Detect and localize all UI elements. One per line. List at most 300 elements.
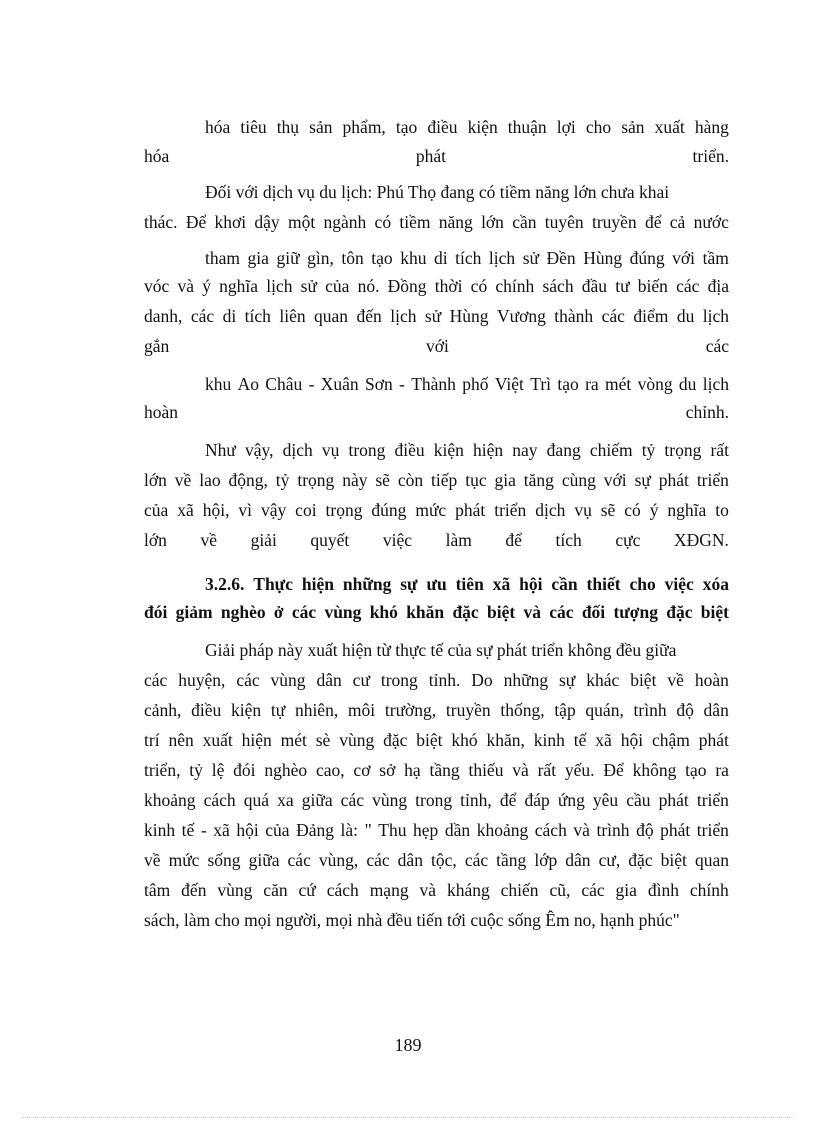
word: hội [236, 820, 259, 840]
word: nên [168, 730, 194, 750]
body-text-line [144, 211, 729, 233]
word: tế [181, 820, 195, 840]
word: phố [462, 374, 489, 394]
word: quan [694, 850, 729, 870]
word: dân [703, 700, 729, 720]
word: nghĩa [219, 276, 259, 296]
word: hoàn [694, 670, 729, 690]
word: điều [427, 117, 458, 137]
word: di [222, 306, 237, 326]
word: đúng [629, 248, 665, 268]
word: tích [555, 530, 582, 550]
word: làm [445, 530, 472, 550]
word: lớn [144, 470, 167, 490]
word: gia [615, 880, 637, 900]
word: phát [660, 820, 691, 840]
word: giữ [276, 248, 300, 268]
word: ứng [557, 790, 585, 810]
word: địa [707, 276, 729, 296]
word: tạo [395, 117, 418, 137]
word: phát [658, 470, 689, 490]
word: lịch [702, 374, 729, 394]
body-text-line [144, 499, 729, 521]
word: tăng [523, 470, 554, 490]
word: và [419, 880, 437, 900]
word: cao, [315, 760, 345, 780]
word: đặc [452, 602, 479, 622]
word: dậy [254, 212, 280, 232]
word: đến [356, 306, 382, 326]
word: đói [233, 760, 256, 780]
word: các [464, 850, 489, 870]
body-text-line [144, 275, 729, 297]
word: nghĩa [667, 500, 707, 520]
word: mức [168, 850, 200, 870]
word: kiện [433, 440, 464, 460]
word: rất [537, 760, 557, 780]
word: cả [669, 212, 686, 232]
word: cho [629, 574, 656, 594]
word: ưu [426, 574, 447, 594]
word: di [433, 248, 448, 268]
word: Sơn [364, 374, 393, 394]
word: việc [664, 574, 694, 594]
word: cùng [561, 470, 596, 490]
word: nó. [357, 276, 380, 296]
word: với [426, 336, 449, 356]
word: Thành [411, 374, 456, 394]
word: tâm [144, 880, 171, 900]
word: hội [620, 730, 644, 750]
word: tượng [613, 602, 658, 622]
word: thuận [507, 117, 547, 137]
word: và [512, 760, 529, 780]
body-text-line [144, 469, 729, 491]
word: sở [379, 760, 396, 780]
word: chậm [651, 730, 690, 750]
word: khoảng [144, 790, 196, 810]
word: hiện [241, 730, 272, 750]
word: Châu [265, 374, 303, 394]
word: vùng, [318, 850, 359, 870]
word: cảnh, [144, 700, 182, 720]
word: về [144, 850, 161, 870]
word: phát [698, 730, 729, 750]
word: tỷ [641, 440, 656, 460]
word: còn [397, 470, 424, 490]
word: giảm [175, 602, 213, 622]
word: của [325, 276, 350, 296]
word: các [144, 670, 168, 690]
word: đúng [371, 500, 407, 520]
word: yêu [592, 790, 619, 810]
word: và [177, 276, 194, 296]
body-text-line [205, 439, 729, 461]
word: những [342, 574, 392, 594]
word: hoàn [144, 402, 179, 422]
word: đặc [666, 602, 693, 622]
word: du [678, 374, 697, 394]
word: các [676, 276, 700, 296]
word: cần [512, 212, 537, 232]
word: với [603, 470, 627, 490]
word: biến [637, 276, 668, 296]
word: Xuân [320, 374, 359, 394]
word: mức [415, 500, 447, 520]
word: khu [400, 248, 427, 268]
word: hóa [144, 146, 170, 166]
word: các [190, 306, 215, 326]
page-bottom-rule [22, 1117, 794, 1118]
word: vụ [321, 440, 340, 460]
word: vùng [324, 602, 362, 622]
word: điều [191, 700, 222, 720]
word: đặc [628, 850, 653, 870]
word: cho [585, 117, 612, 137]
word: trường, [384, 700, 437, 720]
word: tạo [557, 374, 579, 394]
word: trong [415, 790, 453, 810]
word: độ [636, 820, 654, 840]
word: sẽ [600, 500, 616, 520]
word: đối [581, 602, 606, 622]
word: 3.2.6. [205, 574, 245, 594]
word: nghèo [220, 602, 266, 622]
word: tư [615, 276, 630, 296]
word: khơi [214, 212, 247, 232]
body-text-line [144, 729, 729, 751]
body-text-line: sách, làm cho mọi người, mọi nhà đều tiến tới cuộc sống Êm no, hạnh phúc" [144, 910, 680, 930]
word: để [644, 212, 662, 232]
word: lớn [481, 212, 504, 232]
word: cách [203, 790, 236, 810]
word: sè [315, 730, 331, 750]
word: truyền [445, 700, 491, 720]
word: sống [207, 850, 241, 870]
word: việc [382, 530, 413, 550]
body-text-line [144, 401, 729, 423]
body-text-line [144, 849, 729, 871]
word: trong [348, 440, 386, 460]
word: vùng [270, 670, 306, 690]
word: lịch [266, 276, 293, 296]
word: khu [205, 374, 232, 394]
word: để [499, 790, 517, 810]
word: giữa [248, 850, 280, 870]
word: triển [494, 500, 527, 520]
word: là: [340, 820, 359, 840]
word: lợi [556, 117, 576, 137]
word: XĐGN. [673, 530, 729, 550]
word: phát [455, 500, 486, 520]
word: này [342, 470, 368, 490]
word: khoảng [476, 820, 529, 840]
word: và [573, 820, 590, 840]
word: lịch [390, 306, 417, 326]
word: triển, [144, 760, 181, 780]
word: " [364, 820, 372, 840]
word: trọng [325, 500, 363, 520]
body-text-line: Giải pháp này xuất hiện từ thực tế của sự phát triển không đều giữa [205, 640, 677, 660]
word: tuyên [544, 212, 584, 232]
word: nghèo [264, 760, 308, 780]
word: vùng [217, 880, 253, 900]
word: vòng [637, 374, 673, 394]
word: danh, [144, 306, 183, 326]
word: cơ [353, 760, 371, 780]
word: trọng [664, 440, 702, 460]
word: xuất [654, 117, 685, 137]
word: phát [658, 790, 689, 810]
word: Ao [237, 374, 259, 394]
word: thác. [144, 212, 178, 232]
word: có [374, 212, 392, 232]
word: các [366, 850, 390, 870]
word: Hùng [449, 306, 489, 326]
word: Như [205, 440, 236, 460]
word: sẽ [375, 470, 390, 490]
word: vậy [260, 500, 287, 520]
word: Thu [378, 820, 407, 840]
word: khó [369, 602, 398, 622]
word: mét [280, 730, 307, 750]
word: tỉnh, [460, 790, 492, 810]
word: ngành [323, 212, 367, 232]
word: Thực [253, 574, 293, 594]
word: cư, [598, 850, 621, 870]
word: để [505, 530, 522, 550]
word: Để [603, 760, 624, 780]
word: sản [621, 117, 645, 137]
word: tục [465, 470, 487, 490]
word: vì [238, 500, 253, 520]
word: - [399, 374, 405, 394]
word: xã [177, 500, 194, 520]
word: căn [263, 880, 288, 900]
word: các [705, 336, 729, 356]
word: các [236, 670, 260, 690]
word: tầng [496, 850, 527, 870]
word: phát [415, 146, 446, 166]
word: triển [696, 820, 729, 840]
word: biệt [700, 602, 729, 622]
word: đến [181, 880, 207, 900]
word: khó [451, 730, 478, 750]
word: quá [243, 790, 270, 810]
word: chỉnh. [685, 402, 729, 422]
word: hạ [404, 760, 421, 780]
word: trong [380, 670, 418, 690]
word: sự [559, 670, 576, 690]
word: Do [471, 670, 493, 690]
word: mét [605, 374, 632, 394]
word: trí [144, 730, 160, 750]
word: các [291, 602, 317, 622]
word: rất [710, 440, 729, 460]
word: lớn [144, 530, 167, 550]
word: hiện [301, 574, 334, 594]
word: Đảng [296, 820, 334, 840]
word: lịch [488, 248, 516, 268]
word: kháng [446, 880, 490, 900]
word: tiềm [399, 212, 431, 232]
section-heading-line [205, 573, 729, 595]
word: coi [295, 500, 317, 520]
body-text-line [144, 789, 729, 811]
word: du [676, 306, 695, 326]
word: dân [397, 850, 423, 870]
word: năng [438, 212, 473, 232]
word: điểm [633, 306, 669, 326]
word: cần [551, 574, 578, 594]
word: của [144, 500, 169, 520]
word: khăn [406, 602, 445, 622]
word: truyền [591, 212, 637, 232]
word: sự [634, 470, 651, 490]
word: vùng [372, 790, 408, 810]
word: quán, [585, 700, 624, 720]
word: có [470, 276, 488, 296]
word: ra [585, 374, 599, 394]
word: tạo [371, 248, 393, 268]
body-text-line [144, 669, 729, 691]
word: chính [689, 880, 729, 900]
word: cứ [298, 880, 316, 900]
word: các [340, 790, 364, 810]
word: biệt [660, 850, 687, 870]
word: triển [696, 790, 729, 810]
word: Đền [546, 248, 576, 268]
word: quyết [310, 530, 350, 550]
body-text-line [205, 373, 729, 395]
body-text-line [144, 305, 729, 327]
word: một [287, 212, 316, 232]
word: hội [519, 574, 543, 594]
word: sự [400, 574, 418, 594]
word: tỷ [275, 470, 290, 490]
body-text-line [144, 699, 729, 721]
word: biệt [630, 670, 657, 690]
word: lệ [211, 760, 225, 780]
section-heading-line [144, 601, 729, 623]
word: huyện, [178, 670, 226, 690]
word: ý [202, 276, 211, 296]
word: ra [715, 760, 729, 780]
word: tự [270, 700, 286, 720]
word: dân [316, 670, 342, 690]
word: tiên [455, 574, 484, 594]
word: thiếu [468, 760, 504, 780]
word: vụ [574, 500, 592, 520]
word: vùng [339, 730, 375, 750]
word: cũ, [549, 880, 571, 900]
word: tỉnh. [428, 670, 461, 690]
word: chính [495, 276, 535, 296]
word: trình [596, 820, 630, 840]
word: đình [647, 880, 679, 900]
word: về [174, 470, 192, 490]
word: trình [633, 700, 667, 720]
word: tôn [341, 248, 364, 268]
word: phẩm, [342, 117, 386, 137]
word: giữa [301, 790, 333, 810]
body-text-line [144, 819, 729, 841]
word: - [200, 820, 207, 840]
body-text-line [205, 116, 729, 138]
word: dịch [535, 500, 566, 520]
word: sách [542, 276, 574, 296]
word: kiện [467, 117, 498, 137]
word: đói [144, 602, 168, 622]
word: kiện [231, 700, 262, 720]
word: nhiên, [294, 700, 339, 720]
word: tạo [685, 760, 707, 780]
word: Việt [494, 374, 524, 394]
word: đáp [524, 790, 550, 810]
word: quan [314, 306, 349, 326]
word: tầm [702, 248, 729, 268]
word: biệt [416, 730, 443, 750]
word: hẹp [413, 820, 439, 840]
body-text-line [144, 759, 729, 781]
word: sử [424, 306, 442, 326]
word: - [308, 374, 315, 394]
word: có [624, 500, 641, 520]
word: lịch [702, 306, 729, 326]
word: động, [228, 470, 268, 490]
word: tế [573, 730, 587, 750]
page-number: 189 [394, 1035, 422, 1055]
word: chiếm [589, 440, 633, 460]
word: những [503, 670, 549, 690]
word: không [632, 760, 677, 780]
word: Trì [530, 374, 552, 394]
word: tiếp [431, 470, 458, 490]
word: kinh [533, 730, 565, 750]
word: xã [213, 820, 230, 840]
word: Vương [496, 306, 546, 326]
word: mạng [369, 880, 409, 900]
word: lao [199, 470, 221, 490]
body-text-line [144, 145, 729, 167]
word: cách [326, 880, 359, 900]
word: với [672, 248, 696, 268]
word: thiết [586, 574, 621, 594]
word: hiện [473, 440, 504, 460]
word: to [715, 500, 729, 520]
word: xa [277, 790, 294, 810]
word: gia [494, 470, 516, 490]
word: nước [693, 212, 729, 232]
body-text-line [144, 335, 729, 357]
word: các [581, 880, 605, 900]
word: tích [455, 248, 482, 268]
word: đang [546, 440, 581, 460]
word: đầu [581, 276, 608, 296]
word: vóc [144, 276, 170, 296]
word: triển [696, 470, 729, 490]
word: tích [244, 306, 271, 326]
word: tiêu [240, 117, 267, 137]
word: về [200, 530, 217, 550]
word: cực [615, 530, 641, 550]
word: vậy, [244, 440, 274, 460]
word: liên [279, 306, 306, 326]
word: kinh [144, 820, 176, 840]
word: sử [300, 276, 317, 296]
body-text-line [144, 879, 729, 901]
word: xóa [702, 574, 729, 594]
